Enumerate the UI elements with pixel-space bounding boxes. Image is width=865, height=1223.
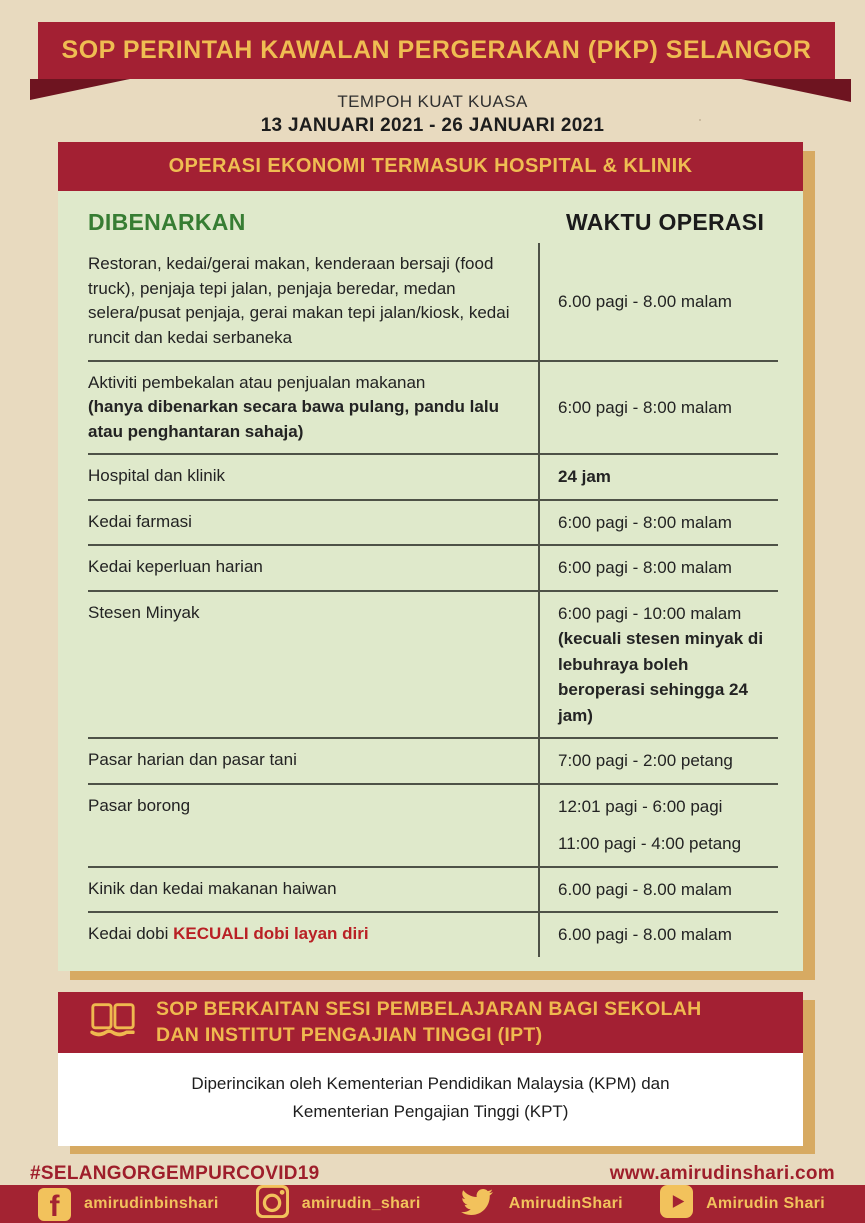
row-item: Kinik dan kedai makanan haiwan (88, 878, 337, 898)
row-item: Pasar borong (88, 795, 191, 815)
youtube-icon (660, 1185, 693, 1223)
table-row (88, 455, 778, 501)
education-title (156, 996, 702, 1049)
hours-value: 7:00 pagi - 2:00 petang (558, 751, 733, 771)
twitter-icon (458, 1186, 496, 1223)
hours-value-2: 11:00 pagi - 4:00 petang (558, 834, 742, 854)
item-text: Kedai dobi (88, 924, 174, 944)
instagram-icon (256, 1185, 289, 1223)
economy-card (58, 142, 803, 971)
open-book-icon (88, 1000, 138, 1044)
campaign-hashtag: #SELANGORGEMPURCOVID19 (30, 1163, 320, 1185)
twitter-handle: AmirudinShari (508, 1195, 623, 1213)
header-ribbon-band (38, 22, 835, 79)
table-row (88, 546, 778, 592)
social-item-facebook[interactable] (38, 1188, 219, 1221)
table-row (88, 868, 778, 914)
row-item (88, 913, 538, 957)
youtube-handle: Amirudin Shari (706, 1195, 825, 1213)
column-header-hours: WAKTU OPERASI (566, 209, 765, 235)
row-hours (538, 546, 778, 590)
table-row (88, 739, 778, 785)
hours-value: 6.00 pagi - 8.00 malam (558, 925, 732, 945)
row-hours (538, 913, 778, 957)
hours-value: 12:01 pagi - 6:00 pagi (558, 796, 723, 816)
education-note (58, 1053, 803, 1146)
item-text-bold: (hanya dibenarkan secara bawa pulang, pandu lalu atau penghantaran sahaja) (88, 397, 499, 441)
social-item-instagram[interactable] (256, 1185, 421, 1223)
poster-title: SOP PERINTAH KAWALAN PERGERAKAN (PKP) SELANGOR (61, 36, 812, 64)
row-hours (538, 868, 778, 912)
table-row (88, 592, 778, 740)
social-item-youtube[interactable] (660, 1185, 825, 1223)
website-link[interactable]: www.amirudinshari.com (609, 1163, 835, 1185)
social-bar (0, 1185, 865, 1223)
economy-section-header (58, 142, 803, 191)
table-row (88, 243, 778, 362)
hours-value-bold: 24 jam (558, 467, 611, 487)
instagram-handle: amirudin_shari (301, 1195, 421, 1213)
row-hours (538, 592, 778, 738)
education-note-line1: Diperincikan oleh Kementerian Pendidikan Malaysia (KPM) dan (191, 1073, 670, 1093)
footer-strip (30, 1146, 835, 1185)
economy-section-title: OPERASI EKONOMI TERMASUK HOSPITAL & KLINIK (168, 155, 693, 177)
row-item: Pasar harian dan pasar tani (88, 750, 297, 770)
hours-value: 6.00 pagi - 8.00 malam (558, 879, 732, 899)
row-hours (538, 243, 778, 360)
header-ribbon (38, 22, 835, 79)
item-text: Aktiviti pembekalan atau penjualan makanan (88, 372, 426, 392)
facebook-icon: f (38, 1188, 71, 1221)
hours-value: 6:00 pagi - 8:00 malam (558, 558, 732, 578)
economy-table (58, 191, 803, 971)
education-note-line2: Kementerian Pengajian Tinggi (KPT) (292, 1102, 569, 1122)
hours-value: 6.00 pagi - 8.00 malam (558, 291, 732, 311)
period-label: TEMPOH KUAT KUASA (337, 92, 528, 111)
education-card (58, 992, 803, 1146)
enforcement-period (0, 92, 865, 137)
row-hours (538, 785, 778, 866)
education-title-line1: SOP BERKAITAN SESI PEMBELAJARAN BAGI SEKOLAH (156, 998, 702, 1021)
row-item: Kedai farmasi (88, 511, 192, 531)
row-item: Restoran, kedai/gerai makan, kenderaan bersaji (food truck), penjaja tepi jalan, penjaja beredar, medan selera/pusat penjaja, gerai makan tepi jalan/kiosk, kedai runcit dan kedai serbaneka (88, 254, 510, 347)
table-row (88, 362, 778, 456)
row-item: Kedai keperluan harian (88, 557, 263, 577)
education-banner (58, 992, 803, 1053)
row-hours (538, 362, 778, 454)
hours-value: 6:00 pagi - 8:00 malam (558, 512, 732, 532)
item-text-accent: KECUALI dobi layan diri (173, 924, 369, 944)
facebook-handle: amirudinbinshari (84, 1195, 219, 1213)
row-item: Stesen Minyak (88, 602, 200, 622)
economy-table-header-row (88, 201, 778, 243)
row-item (88, 362, 538, 454)
social-item-twitter[interactable] (458, 1186, 623, 1223)
hours-value: 6:00 pagi - 10:00 malam (558, 603, 742, 623)
row-hours (538, 501, 778, 545)
row-hours (538, 455, 778, 499)
education-title-line2: DAN INSTITUT PENGAJIAN TINGGI (IPT) (156, 1024, 543, 1047)
hours-value: 6:00 pagi - 8:00 malam (558, 397, 732, 417)
table-row (88, 785, 778, 868)
column-header-allowed: DIBENARKAN (88, 209, 246, 235)
hours-note-bold: (kecuali stesen minyak di lebuhraya boleh beroperasi sehingga 24 jam) (558, 629, 764, 725)
row-item: Hospital dan klinik (88, 466, 226, 486)
table-row (88, 913, 778, 957)
period-dates: 13 JANUARI 2021 - 26 JANUARI 2021 (260, 115, 605, 136)
row-hours (538, 739, 778, 783)
table-row (88, 501, 778, 547)
